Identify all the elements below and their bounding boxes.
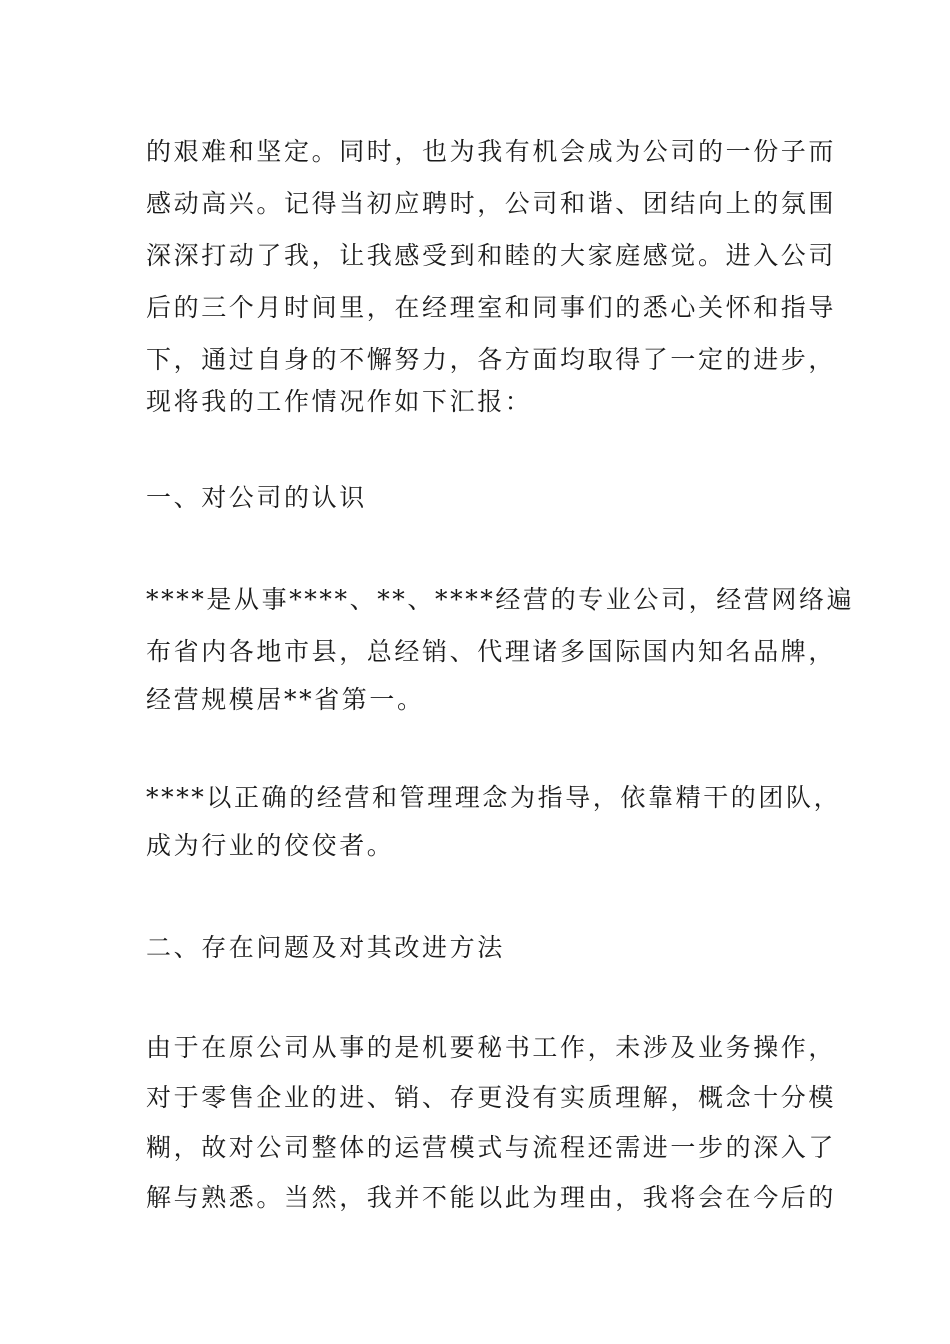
paragraph-1-line-6: 现将我的工作情况作如下汇报： <box>146 387 533 416</box>
paragraph-3-line-2: 成为行业的佼佼者。 <box>146 831 395 860</box>
section-heading-2: 二、存在问题及对其改进方法 <box>146 933 505 962</box>
paragraph-1-line-3: 深深打动了我，让我感受到和睦的大家庭感觉。进入公司 <box>146 241 837 270</box>
paragraph-1-line-1: 的艰难和坚定。同时，也为我有机会成为公司的一份子而 <box>146 137 837 166</box>
paragraph-4-line-4: 解与熟悉。当然，我并不能以此为理由，我将会在今后的 <box>146 1183 837 1212</box>
section-heading-1: 一、对公司的认识 <box>146 483 367 512</box>
paragraph-2-line-3: 经营规模居**省第一。 <box>146 685 425 714</box>
paragraph-2-line-2: 布省内各地市县，总经销、代理诸多国际国内知名品牌， <box>146 637 837 666</box>
paragraph-4-line-2: 对于零售企业的进、销、存更没有实质理解，概念十分模 <box>146 1083 837 1112</box>
paragraph-4-line-1: 由于在原公司从事的是机要秘书工作，未涉及业务操作， <box>146 1033 837 1062</box>
paragraph-1-line-2: 感动高兴。记得当初应聘时，公司和谐、团结向上的氛围 <box>146 189 837 218</box>
paragraph-2-line-1: ****是从事****、**、****经营的专业公司，经营网络遍 <box>146 585 855 614</box>
paragraph-1-line-4: 后的三个月时间里，在经理室和同事们的悉心关怀和指导 <box>146 293 837 322</box>
paragraph-3-line-1: ****以正确的经营和管理理念为指导，依靠精干的团队， <box>146 783 842 812</box>
paragraph-4-line-3: 糊，故对公司整体的运营模式与流程还需进一步的深入了 <box>146 1133 837 1162</box>
paragraph-1-line-5: 下，通过自身的不懈努力，各方面均取得了一定的进步， <box>146 345 837 374</box>
